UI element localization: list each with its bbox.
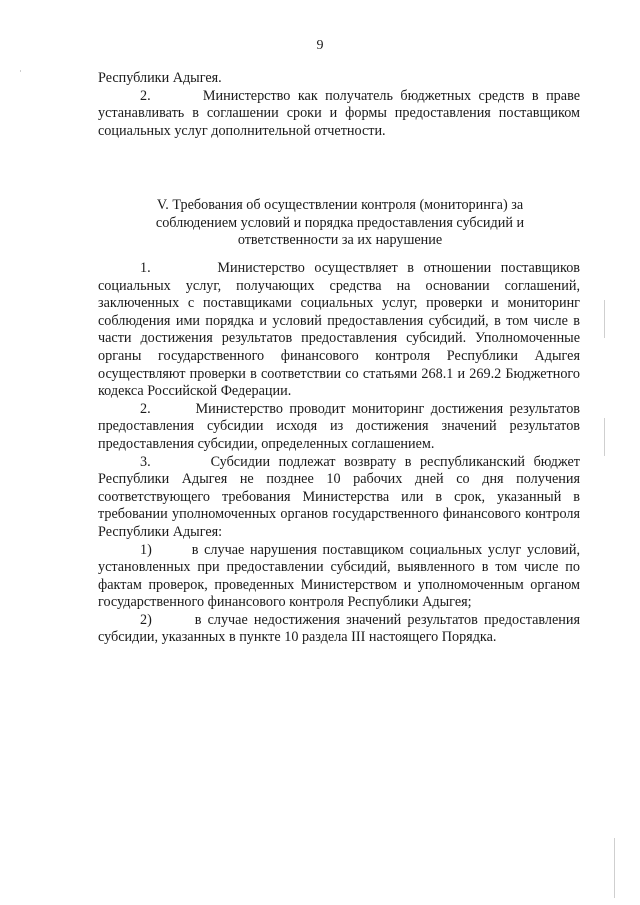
scan-mark [614,838,615,898]
scan-mark [20,70,21,72]
section-subitem-2: 2) в случае недостижения значений результатов предоставления субсидии, указанных в пункте 10 раздела III настоящего Порядка. [98,611,580,646]
section-paragraph-2: 2. Министерство проводит мониторинг достижения результатов предоставления субсидии исходя из достижения значений результатов предоставления субсидии, определенных соглашением. [98,400,580,452]
section-text-block [98,260,580,647]
scan-mark [604,418,605,456]
scan-mark [604,300,605,338]
section-paragraph-3: 3. Субсидии подлежат возврату в республиканский бюджет Республики Адыгея не позднее 10 рабочих дней со дня получения соответствующего требования Министерства или в срок, указанный в требовании уполномоченных органов государственного финансового контроля Республики Адыгея: [98,453,580,540]
page-number: 9 [316,38,324,53]
section-subitem-1: 1) в случае нарушения поставщиком социальных услуг условий, установленных при предоставлении субсидий, выявленного в том числе по фактам проверок, проведенных Министерством и уполномоченным органом государственного финансового контроля Республики Адыгея; [98,541,580,611]
paragraph-item-2: 2. Министерство как получатель бюджетных средств в праве устанавливать в соглашении сроки и формы предоставления поставщиком социальных услуг дополнительной отчетности. [98,87,580,139]
top-text-block [98,70,580,140]
continuation-line: Республики Адыгея. [98,70,222,86]
section-title: V. Требования об осуществлении контроля (мониторинга) за соблюдением условий и порядка предоставления субсидий и ответственности за их нарушение [155,197,525,249]
section-paragraph-1: 1. Министерство осуществляет в отношении поставщиков социальных услуг, получающих средства на основании соглашений, заключенных с поставщиками социальных услуг, проверки и мониторинг соблюдения ими порядка и условий предоставления субсидий, в том числе в части достижения результатов предоставления субсидий. Уполномоченные органы государственного финансового контроля Республики Адыгея осуществляют проверки в соответствии со статьями 268.1 и 269.2 Бюджетного кодекса Российской Федерации. [98,260,580,400]
